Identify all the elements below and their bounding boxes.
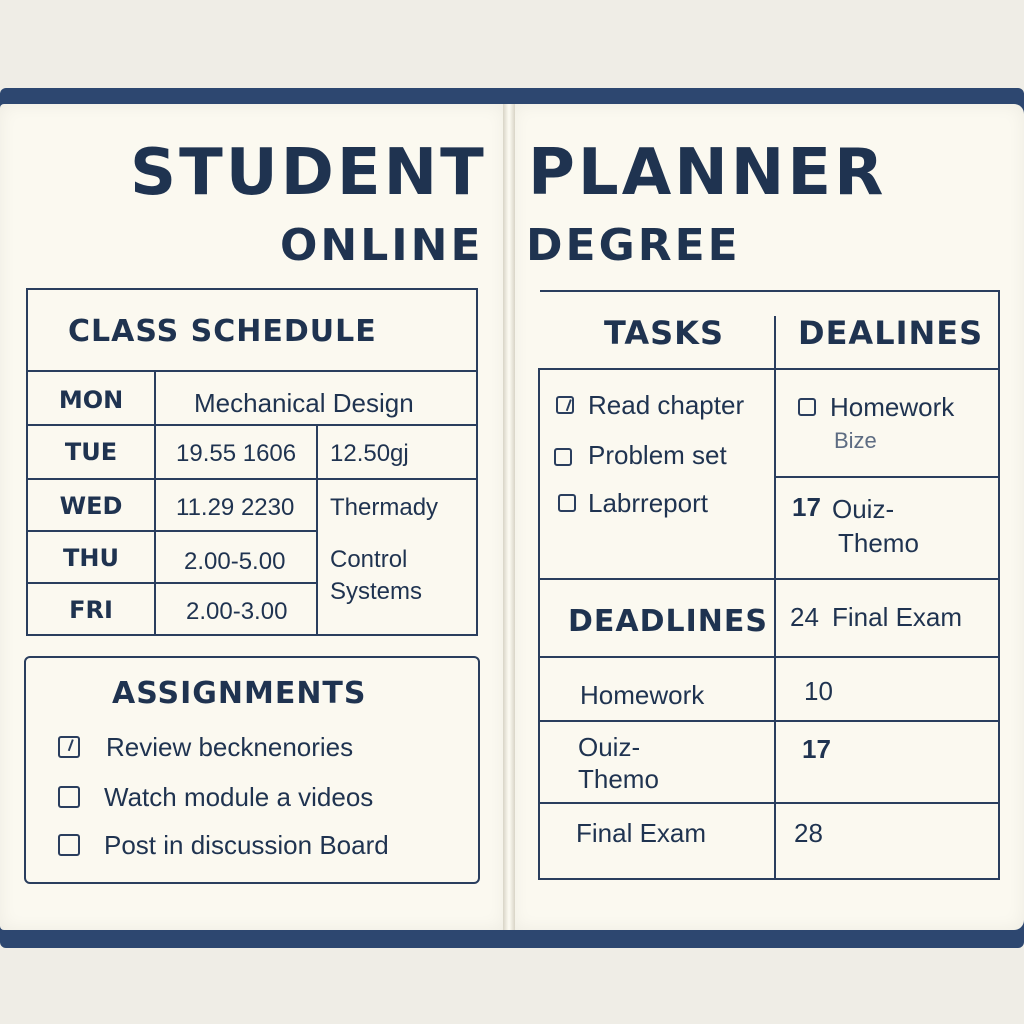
assignment-checkbox-3[interactable]: [58, 834, 80, 856]
schedule-tue-course: 12.50gj: [330, 440, 409, 467]
tasks-header-line: [540, 368, 1000, 370]
dealines-homework-checkbox[interactable]: [798, 398, 816, 416]
day-thu: THU: [63, 544, 119, 572]
schedule-fri-time: 2.00-3.00: [186, 598, 288, 625]
tasks-right-border: [998, 290, 1000, 880]
assignment-item-2: Watch module a videos: [104, 782, 374, 812]
deadline-final-date: 28: [794, 818, 823, 848]
schedule-thu-course: Control: [330, 546, 408, 573]
tasks-top-line: [540, 290, 1000, 292]
assignments-heading: ASSIGNMENTS: [112, 676, 367, 711]
deadlines-line: [540, 878, 1000, 880]
deadline-homework: Homework: [580, 680, 705, 710]
deadlines-line: [540, 720, 1000, 722]
dealines-final-num: 24: [790, 602, 819, 632]
title-planner: PLANNER: [528, 136, 887, 210]
day-fri: FRI: [69, 596, 113, 624]
dealines-quiz-2: Themo: [838, 528, 919, 558]
title-student: STUDENT: [130, 136, 487, 210]
deadline-homework-date: 10: [804, 676, 833, 706]
task-checkbox-1[interactable]: [556, 396, 574, 414]
schedule-fri-course: Systems: [330, 578, 423, 605]
deadline-quiz-date: 17: [802, 734, 831, 764]
schedule-wed-course: Thermady: [330, 494, 439, 521]
day-tue: TUE: [64, 438, 118, 466]
schedule-thu-time: 2.00-5.00: [184, 548, 286, 575]
dealines-homework: Homework: [830, 392, 955, 422]
schedule-mon-course: Mechanical Design: [194, 388, 414, 418]
assignment-checkbox-1[interactable]: [58, 736, 80, 758]
dealines-line: [776, 476, 998, 478]
assignment-item-1: Review becknenories: [106, 732, 354, 762]
schedule-line: [316, 424, 318, 636]
tasks-bottom-line: [540, 578, 1000, 580]
deadline-quiz-2: Themo: [578, 764, 659, 794]
task-checkbox-3[interactable]: [558, 494, 576, 512]
task-checkbox-2[interactable]: [554, 448, 572, 466]
task-item-1: Read chapter: [588, 390, 745, 420]
notebook-spine: [503, 104, 515, 930]
schedule-line: [26, 478, 478, 480]
schedule-wed-time: 11.29 2230: [176, 494, 295, 521]
day-mon: MON: [58, 386, 124, 414]
task-item-2: Problem set: [588, 440, 727, 470]
tasks-divider: [774, 316, 776, 880]
task-item-3: Labrreport: [588, 488, 708, 518]
subtitle-online: ONLINE: [280, 220, 484, 271]
assignment-checkbox-2[interactable]: [58, 786, 80, 808]
deadlines-heading: DEADLINES: [568, 604, 769, 639]
class-schedule-heading: CLASS SCHEDULE: [68, 314, 377, 349]
deadlines-line: [540, 656, 1000, 658]
schedule-tue-time: 19.55 1606: [176, 440, 297, 467]
schedule-line: [26, 582, 318, 584]
schedule-line: [26, 424, 478, 426]
dealines-final: Final Exam: [832, 602, 963, 632]
dealines-homework-sub: Bize: [834, 428, 877, 453]
dealines-quiz-num: 17: [792, 492, 821, 522]
deadlines-line: [540, 802, 1000, 804]
dealines-heading: DEALINES: [798, 314, 984, 352]
dealines-quiz: Ouiz-: [832, 494, 895, 524]
deadline-final: Final Exam: [576, 818, 707, 848]
schedule-line: [26, 530, 318, 532]
schedule-line: [26, 370, 478, 372]
day-wed: WED: [59, 492, 123, 520]
schedule-line: [154, 370, 156, 636]
deadline-quiz: Ouiz-: [578, 732, 641, 762]
assignment-item-3: Post in discussion Board: [104, 830, 389, 860]
tasks-heading: TASKS: [604, 314, 724, 352]
subtitle-degree: DEGREE: [526, 220, 741, 271]
